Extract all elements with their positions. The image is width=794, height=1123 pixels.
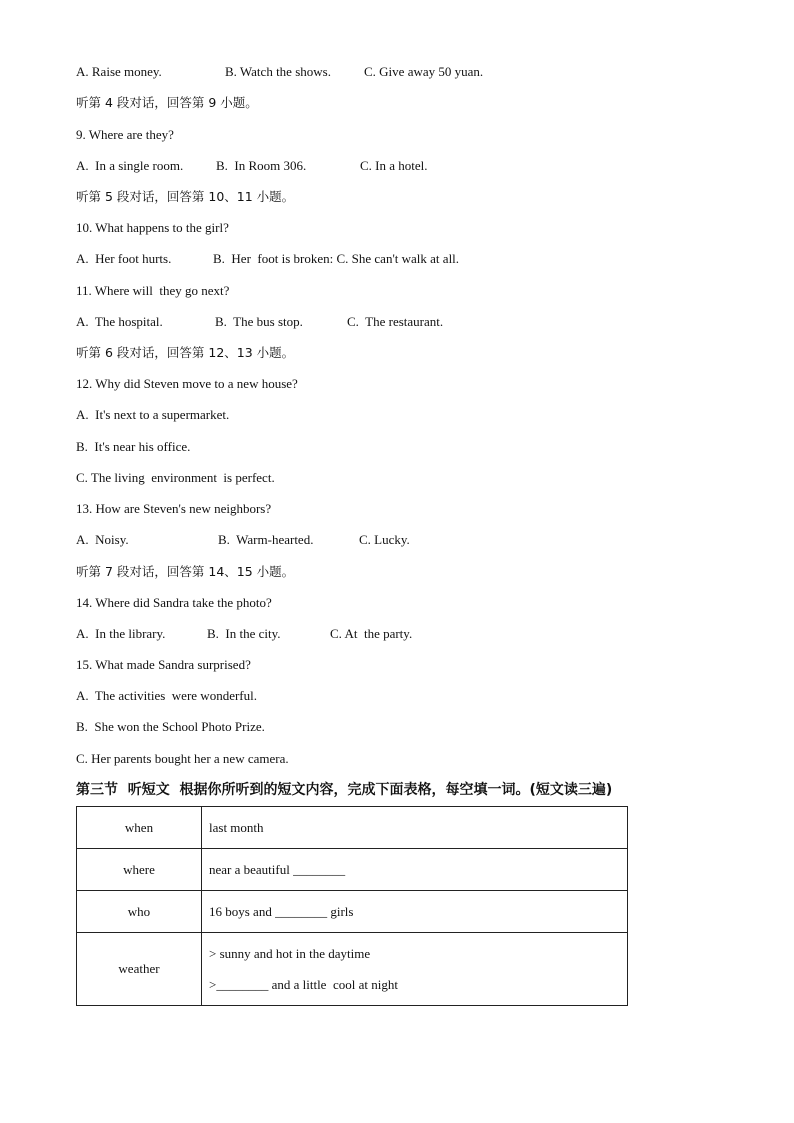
table-value-cell [202,807,628,849]
q14-option-a: A. In the library. [76,626,166,641]
table-key-cell: who [77,891,202,933]
table-key-cell: weather [77,933,202,1006]
q14-question: 14. Where did Sandra take the photo? [76,595,272,610]
q9-option-c: C. In a hotel. [360,158,428,173]
table-row [77,891,628,933]
dialog5-header: 听第 5 段对话，回答第 10、11 小题。 [76,189,295,204]
dialog4-header: 听第 4 段对话，回答第 9 小题。 [76,95,258,110]
q12-option-c: C. The living environment is perfect. [76,470,275,485]
q11-option-a: A. The hospital. [76,314,163,329]
passage-info-table [76,806,628,1006]
q10-option-b: B. Her foot is broken: C. She can't walk at all. [213,251,460,266]
table-row [77,807,628,849]
q13-option-b: B. Warm-hearted. [218,532,314,547]
q15-question: 15. What made Sandra surprised? [76,657,251,672]
table-value-line: last month [209,819,264,835]
q10-question: 10. What happens to the girl? [76,220,229,235]
table-value-line: >________ and a little cool at night [209,976,398,992]
q10-option-a: A. Her foot hurts. [76,251,172,266]
q13-option-a: A. Noisy. [76,532,129,547]
q13-question: 13. How are Steven's new neighbors? [76,501,272,516]
q9-option-b: B. In Room 306. [216,158,307,173]
table-value-line: near a beautiful ________ [209,861,346,877]
q15-option-b: B. She won the School Photo Prize. [76,719,265,734]
q9-option-a: A. In a single room. [76,158,184,173]
table-value-cell [202,849,628,891]
q8-option-a: A. Raise money. [76,64,162,79]
table-value-cell [202,933,628,1006]
table-row [77,849,628,891]
table-value-cell [202,891,628,933]
q13-option-c: C. Lucky. [359,532,410,547]
q11-question: 11. Where will they go next? [76,283,230,298]
table-key-cell: when [77,807,202,849]
q15-option-a: A. The activities were wonderful. [76,688,257,703]
q15-option-c: C. Her parents bought her a new camera. [76,751,289,766]
q14-option-c: C. At the party. [330,626,413,641]
q8-option-c: C. Give away 50 yuan. [364,64,484,79]
q12-question: 12. Why did Steven move to a new house? [76,376,298,391]
dialog6-header: 听第 6 段对话，回答第 12、13 小题。 [76,345,295,360]
table-value-line: 16 boys and ________ girls [209,903,354,919]
table-row [77,933,628,1006]
q12-option-a: A. It's next to a supermarket. [76,407,230,422]
q8-option-b: B. Watch the shows. [225,64,331,79]
table-value-line: > sunny and hot in the daytime [209,945,371,961]
q12-option-b: B. It's near his office. [76,439,191,454]
table-key-cell: where [77,849,202,891]
q9-question: 9. Where are they? [76,127,174,142]
dialog7-header: 听第 7 段对话，回答第 14、15 小题。 [76,564,295,579]
q14-option-b: B. In the city. [207,626,281,641]
q11-option-b: B. The bus stop. [215,314,303,329]
section3-title: 第三节 听短文 根据你所听到的短文内容，完成下面表格，每空填一词。(短文读三遍) [76,782,613,798]
q11-option-c: C. The restaurant. [347,314,444,329]
